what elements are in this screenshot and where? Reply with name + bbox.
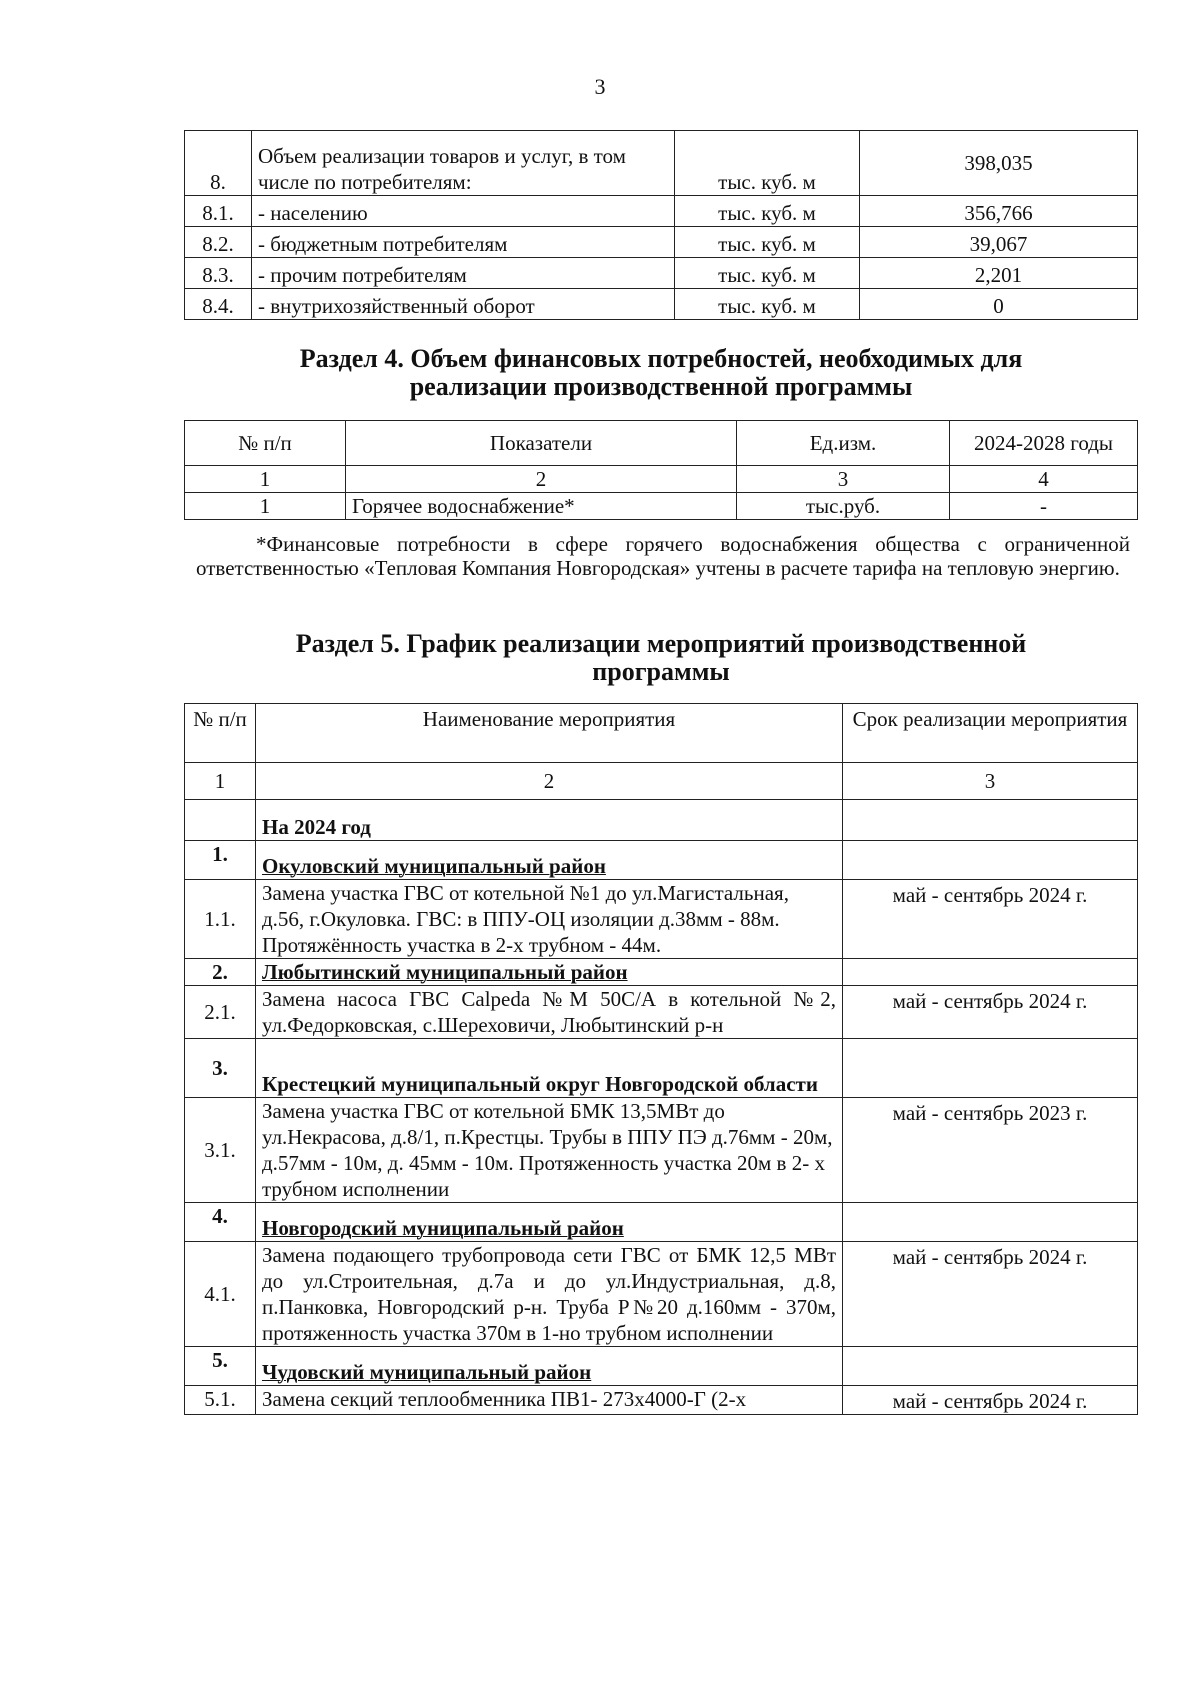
table-header-row	[185, 704, 1138, 763]
row-number: 8.	[185, 131, 252, 196]
column-number: 2	[346, 466, 737, 493]
section-title-line: программы	[592, 657, 730, 686]
district-name: Окуловский муниципальный район	[256, 841, 843, 880]
row-number: 1.1.	[185, 880, 256, 959]
column-header: № п/п	[185, 704, 256, 763]
row-unit: тыс. куб. м	[675, 227, 860, 258]
row-name: Объем реализации товаров и услуг, в том числе по потребителям:	[252, 131, 675, 196]
row-number: 1	[185, 493, 346, 520]
empty-cell	[843, 959, 1138, 986]
column-header: Ед.изм.	[737, 421, 950, 466]
section-title-line: Раздел 4. Объем финансовых потребностей, необходимых для	[299, 344, 1023, 373]
row-value: 0	[860, 289, 1138, 320]
financial-needs-table	[184, 420, 1138, 520]
year-label: На 2024 год	[256, 800, 843, 841]
row-number: 8.4.	[185, 289, 252, 320]
measure-term: май - сентябрь 2023 г.	[843, 1098, 1138, 1203]
measure-term: май - сентябрь 2024 г.	[843, 1386, 1138, 1415]
table-row	[185, 227, 1138, 258]
empty-cell	[843, 1039, 1138, 1098]
measure-name: Замена участка ГВС от котельной БМК 13,5МВт до ул.Некрасова, д.8/1, п.Крестцы. Трубы в ППУ ПЭ д.76мм - 20м, д.57мм - 10м, д. 45мм - 10м. Протяженность участка 20м в 2- х трубном исполнении	[256, 1098, 843, 1203]
row-value: 356,766	[860, 196, 1138, 227]
table-row	[185, 196, 1138, 227]
schedule-table	[184, 703, 1138, 1415]
year-row	[185, 800, 1138, 841]
page-number: 3	[594, 74, 606, 99]
row-number: 2.	[185, 959, 256, 986]
row-number: 5.1.	[185, 1386, 256, 1415]
row-number: 2.1.	[185, 986, 256, 1039]
row-unit: тыс. куб. м	[675, 131, 860, 196]
row-value: 2,201	[860, 258, 1138, 289]
district-name: Новгородский муниципальный район	[256, 1203, 843, 1242]
row-number: 1.	[185, 841, 256, 880]
measure-row	[185, 1386, 1138, 1415]
district-name: Любытинский муниципальный район	[256, 959, 843, 986]
row-value: 398,035	[860, 131, 1138, 196]
empty-cell	[843, 800, 1138, 841]
row-unit: тыс. куб. м	[675, 196, 860, 227]
row-number: 4.1.	[185, 1242, 256, 1347]
row-name: Горячее водоснабжение*	[346, 493, 737, 520]
measure-row	[185, 880, 1138, 959]
column-number: 4	[950, 466, 1138, 493]
consumption-table	[184, 130, 1138, 320]
row-name: - прочим потребителям	[252, 258, 675, 289]
measure-row	[185, 1098, 1138, 1203]
section-4-title	[184, 345, 1138, 401]
measure-row	[185, 986, 1138, 1039]
column-header: Показатели	[346, 421, 737, 466]
row-name: - внутрихозяйственный оборот	[252, 289, 675, 320]
column-header: Срок реализации мероприятия	[843, 704, 1138, 763]
row-unit: тыс. куб. м	[675, 289, 860, 320]
column-header: № п/п	[185, 421, 346, 466]
section-5-title	[184, 630, 1138, 686]
row-name: - населению	[252, 196, 675, 227]
district-name: Чудовский муниципальный район	[256, 1347, 843, 1386]
row-number: 8.2.	[185, 227, 252, 258]
column-number: 3	[843, 763, 1138, 800]
district-row	[185, 1347, 1138, 1386]
table-row	[185, 493, 1138, 520]
empty-cell	[185, 800, 256, 841]
column-header: 2024-2028 годы	[950, 421, 1138, 466]
column-number: 3	[737, 466, 950, 493]
table-header-row	[185, 421, 1138, 466]
empty-cell	[843, 1203, 1138, 1242]
column-number: 1	[185, 763, 256, 800]
measure-name: Замена участка ГВС от котельной №1 до ул.Магистальная, д.56, г.Окуловка. ГВС: в ППУ-ОЦ изоляции д.38мм - 88м. Протяжённость участка в 2-х трубном - 44м.	[256, 880, 843, 959]
row-unit: тыс. куб. м	[675, 258, 860, 289]
table-row	[185, 289, 1138, 320]
row-number: 5.	[185, 1347, 256, 1386]
table-row	[185, 258, 1138, 289]
column-header: Наименование мероприятия	[256, 704, 843, 763]
measure-name: Замена секций теплообменника ПВ1- 273х4000-Г (2-х	[256, 1386, 843, 1415]
column-number-row	[185, 466, 1138, 493]
district-row	[185, 841, 1138, 880]
section-title-line: реализации производственной программы	[409, 372, 913, 401]
column-number: 1	[185, 466, 346, 493]
row-value: 39,067	[860, 227, 1138, 258]
footnote: *Финансовые потребности в сфере горячего водоснабжения общества с ограниченной ответственностью «Тепловая Компания Новгородская» учтены в расчете тарифа на тепловую энергию.	[196, 532, 1130, 580]
empty-cell	[843, 841, 1138, 880]
row-name: - бюджетным потребителям	[252, 227, 675, 258]
district-row	[185, 1039, 1138, 1098]
district-row	[185, 1203, 1138, 1242]
row-value: -	[950, 493, 1138, 520]
row-number: 8.1.	[185, 196, 252, 227]
district-row	[185, 959, 1138, 986]
row-number: 8.3.	[185, 258, 252, 289]
row-number: 4.	[185, 1203, 256, 1242]
section-title-line: Раздел 5. График реализации мероприятий производственной	[295, 629, 1027, 658]
measure-term: май - сентябрь 2024 г.	[843, 1242, 1138, 1347]
empty-cell	[843, 1347, 1138, 1386]
measure-term: май - сентябрь 2024 г.	[843, 880, 1138, 959]
measure-row	[185, 1242, 1138, 1347]
measure-name: Замена подающего трубопровода сети ГВС от БМК 12,5 МВт до ул.Строительная, д.7а и до ул.Индустриальная, д.8, п.Панковка, Новгородский р-н. Труба Р№20 д.160мм - 370м, протяженность участка 370м в 1-но трубном исполнении	[256, 1242, 843, 1347]
measure-term: май - сентябрь 2024 г.	[843, 986, 1138, 1039]
column-number: 2	[256, 763, 843, 800]
table-row	[185, 131, 1138, 196]
row-number: 3.1.	[185, 1098, 256, 1203]
measure-name: Замена насоса ГВС Calpeda №М 50С/А в котельной №2, ул.Федорковская, с.Шереховичи, Любытинский р-н	[256, 986, 843, 1039]
row-unit: тыс.руб.	[737, 493, 950, 520]
row-number: 3.	[185, 1039, 256, 1098]
district-name: Крестецкий муниципальный округ Новгородской области	[256, 1039, 843, 1098]
column-number-row	[185, 763, 1138, 800]
